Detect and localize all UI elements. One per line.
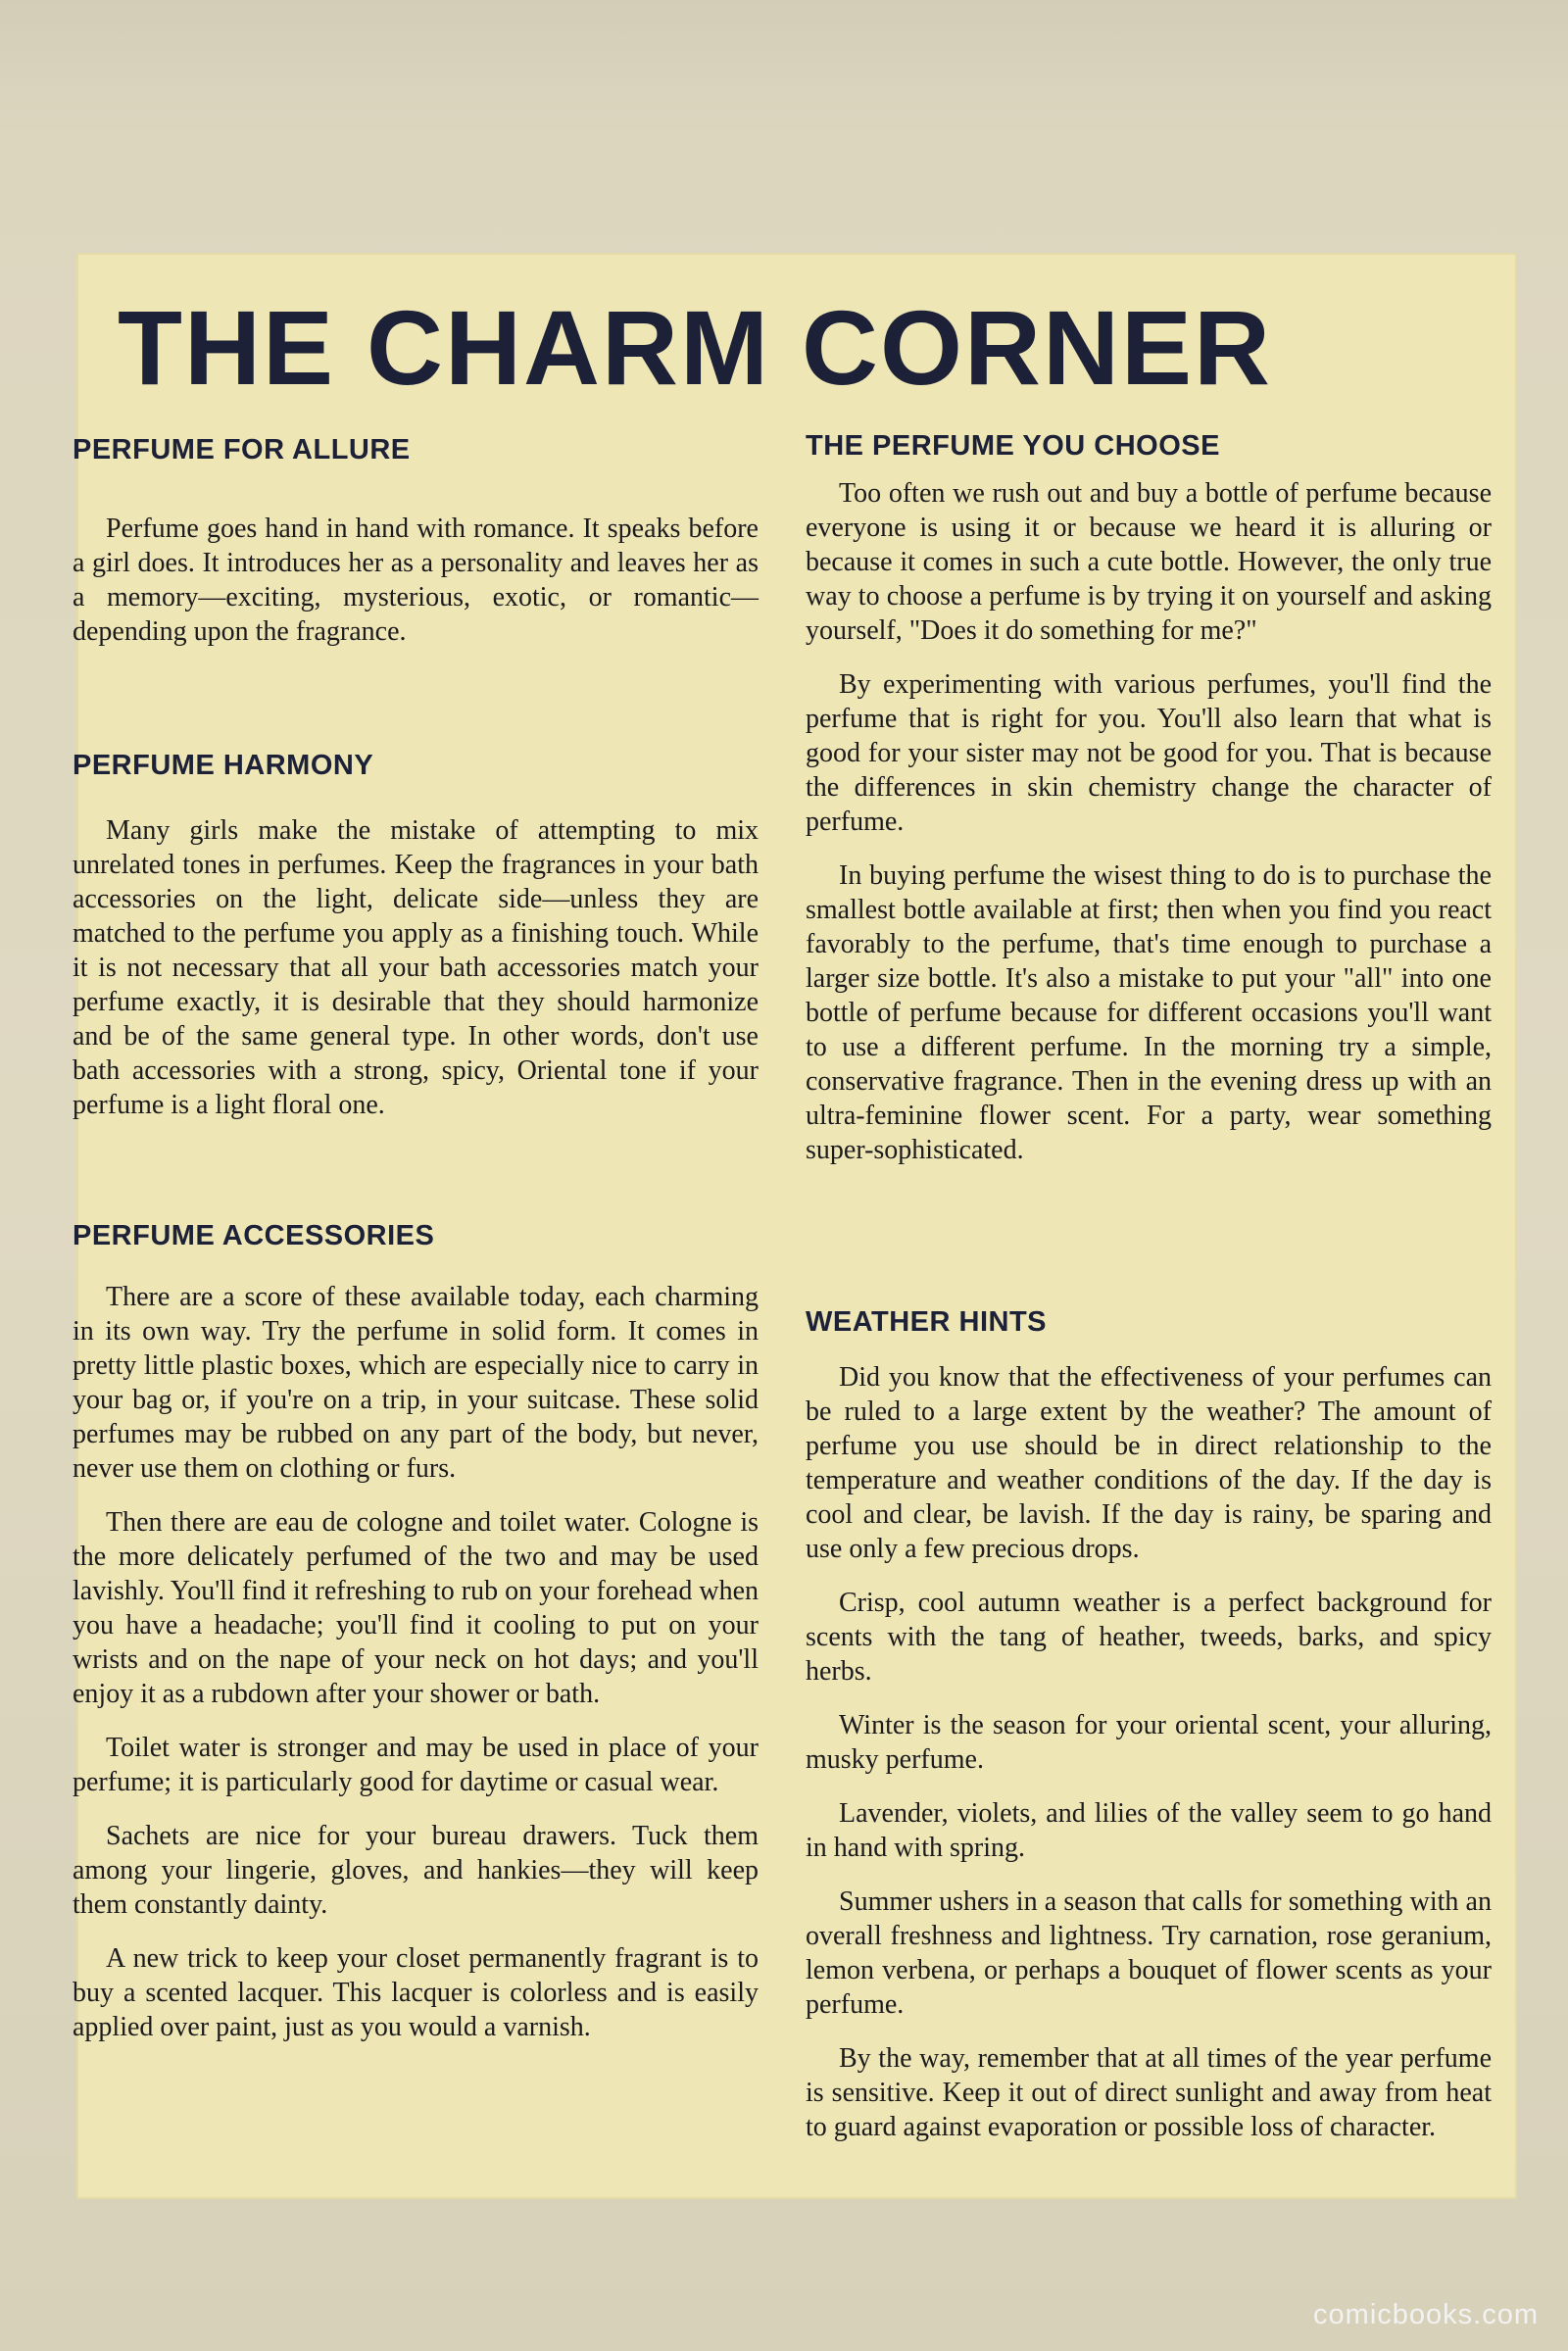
section-perfume-accessories bbox=[73, 1217, 759, 2044]
section-heading: THE PERFUME YOU CHOOSE bbox=[806, 430, 1220, 462]
paragraph: Lavender, violets, and lilies of the valley seem to go hand in hand with spring. bbox=[806, 1798, 1492, 1863]
section-the-perfume-you-choose bbox=[806, 427, 1492, 1167]
page-title: THE CHARM CORNER bbox=[118, 288, 1272, 407]
left-column bbox=[73, 431, 759, 2042]
section-heading: PERFUME FOR ALLURE bbox=[73, 434, 411, 465]
section-perfume-for-allure bbox=[73, 431, 759, 649]
paragraph: Sachets are nice for your bureau drawers. Tuck them among your lingerie, gloves, and hankies—they will keep them constantly dainty. bbox=[73, 1821, 759, 1920]
paragraph: Winter is the season for your oriental scent, your alluring, musky perfume. bbox=[806, 1710, 1492, 1775]
watermark: comicbooks.com bbox=[1313, 2299, 1539, 2330]
paragraph: Crisp, cool autumn weather is a perfect background for scents with the tang of heather, tweeds, barks, and spicy herbs. bbox=[806, 1588, 1492, 1687]
section-heading: PERFUME HARMONY bbox=[73, 750, 374, 781]
paragraph: Many girls make the mistake of attempting to mix unrelated tones in perfumes. Keep the fragrances in your bath accessories on the light, delicate side—unless they are matched to the perfume you apply as a finishing touch. While it is not necessary that all your bath accessories match your perfume exactly, it is desirable that they should harmonize and be of the same general type. In other words, don't use bath accessories with a strong, spicy, Oriental tone if your perfume is a light floral one. bbox=[73, 815, 759, 1120]
paragraph: There are a score of these available today, each charming in its own way. Try the perfume in solid form. It comes in pretty little plastic boxes, which are especially nice to carry in your bag or, if you're on a trip, in your suitcase. These solid perfumes may be rubbed on any part of the body, but never, never use them on clothing or furs. bbox=[73, 1282, 759, 1484]
right-column bbox=[806, 430, 1492, 2142]
paragraph: Toilet water is stronger and may be used in place of your perfume; it is particularly good for daytime or casual wear. bbox=[73, 1733, 759, 1797]
paragraph: By experimenting with various perfumes, you'll find the perfume that is right for you. You'll also learn that what is good for your sister may not be good for you. That is because the differences in skin chemistry change the character of perfume. bbox=[806, 669, 1492, 837]
section-weather-hints bbox=[806, 1303, 1492, 2144]
paragraph: Did you know that the effectiveness of your perfumes can be ruled to a large extent by the weather? The amount of perfume you use should be in direct relationship to the temperature and weather conditions of the day. If the day is cool and clear, be lavish. If the day is rainy, be sparing and use only a few precious drops. bbox=[806, 1362, 1492, 1564]
paragraph: In buying perfume the wisest thing to do is to purchase the smallest bottle available at first; then when you find you react favorably to the perfume, that's time enough to purchase a larger size bottle. It's also a mistake to put your "all" into one bottle of perfume because for different occasions you'll want to use a different perfume. In the morning try a simple, conservative fragrance. Then in the evening dress up with an ultra-feminine flower scent. For a party, wear something super-sophisticated. bbox=[806, 860, 1492, 1165]
paragraph: By the way, remember that at all times of the year perfume is sensitive. Keep it out of direct sunlight and away from heat to guard against evaporation or possible loss of character. bbox=[806, 2043, 1492, 2142]
paragraph: Summer ushers in a season that calls for something with an overall freshness and lightness. Try carnation, rose geranium, lemon verbena, or perhaps a bouquet of flower scents as your perfume. bbox=[806, 1886, 1492, 2020]
paragraph: Then there are eau de cologne and toilet water. Cologne is the more delicately perfumed of the two and may be used lavishly. You'll find it refreshing to rub on your forehead when you have a headache; you'll find it cooling to put on your wrists and on the nape of your neck on hot days; and you'll enjoy it as a rubdown after your shower or bath. bbox=[73, 1507, 759, 1709]
paragraph: Too often we rush out and buy a bottle of perfume because everyone is using it or because we heard it is alluring or because it comes in such a cute bottle. However, the only true way to choose a perfume is by trying it on yourself and asking yourself, "Does it do something for me?" bbox=[806, 478, 1492, 646]
paragraph: Perfume goes hand in hand with romance. It speaks before a girl does. It introduces her as a personality and leaves her as a memory—exciting, mysterious, exotic, or romantic—depending upon the fragrance. bbox=[73, 514, 759, 647]
section-heading: PERFUME ACCESSORIES bbox=[73, 1220, 435, 1251]
section-perfume-harmony bbox=[73, 747, 759, 1122]
paragraph: A new trick to keep your closet permanently fragrant is to buy a scented lacquer. This lacquer is colorless and is easily applied over paint, just as you would a varnish. bbox=[73, 1943, 759, 2042]
section-heading: WEATHER HINTS bbox=[806, 1306, 1048, 1338]
